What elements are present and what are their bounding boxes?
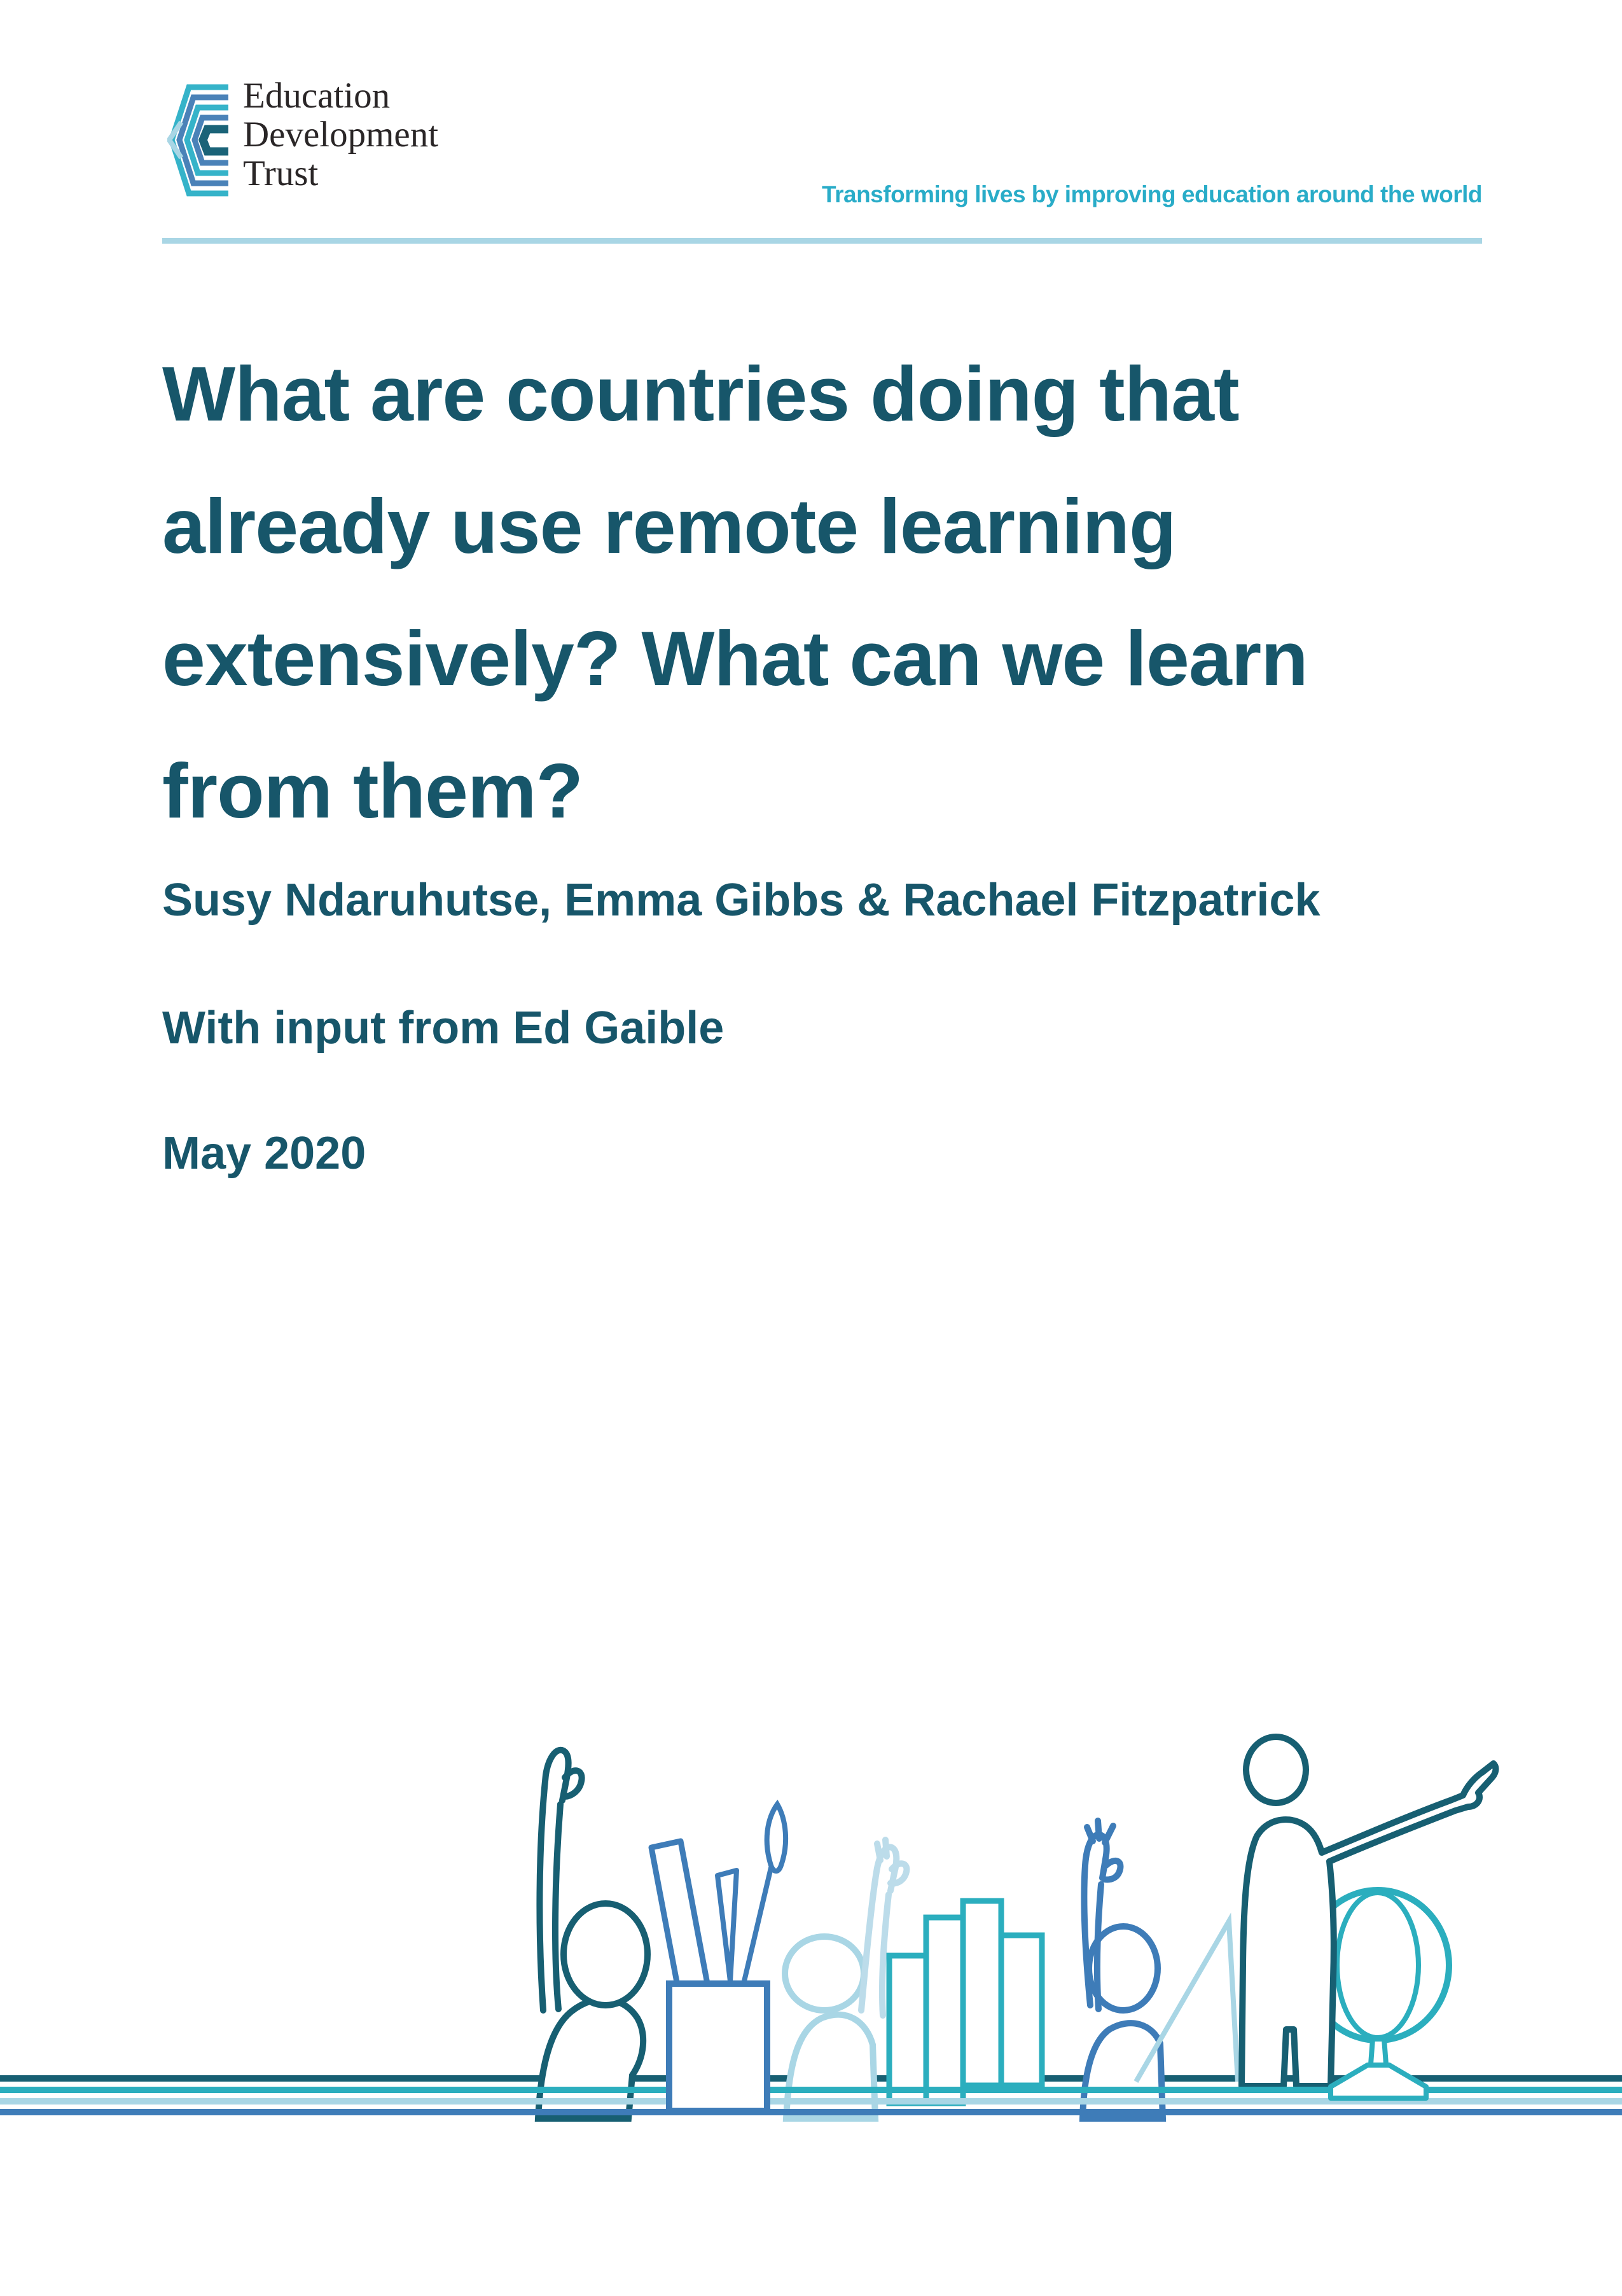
ruler-icon [651,1841,707,1989]
students-teacher-illustration [0,1711,1622,2157]
title-line-4: from them? [162,748,583,834]
header-divider-rule [162,238,1482,244]
title-line-1: What are countries doing that [162,351,1239,437]
baseline-stripe-steel-blue [0,2109,1622,2115]
contributor-line: With input from Ed Gaible [162,1003,724,1054]
stationery-pot-icon [669,1984,767,2111]
paintbrush-icon [744,1804,786,1981]
report-title [162,328,1498,857]
student-raised-hand-dark-icon [538,1750,648,2119]
authors-line: Susy Ndaruhutse, Emma Gibbs & Rachael Fitzpatrick [162,875,1320,926]
books-icon [889,1901,1042,2103]
logo-line-2: Development [243,115,439,155]
title-line-3: extensively? What can we learn [162,615,1308,702]
logo-line-1: Education [243,76,391,116]
logo-line-3: Trust [243,153,319,193]
student-raised-hand-blue-icon [1083,1821,1163,2119]
pencil-icon [717,1870,737,1981]
title-line-2: already use remote learning [162,483,1176,569]
edt-logo-wordmark [243,76,438,193]
edt-logo-icon [167,83,228,198]
publication-date: May 2020 [162,1128,366,1179]
brand-tagline: Transforming lives by improving education around the world [822,181,1482,207]
globe-stand-icon [1331,2039,1426,2098]
